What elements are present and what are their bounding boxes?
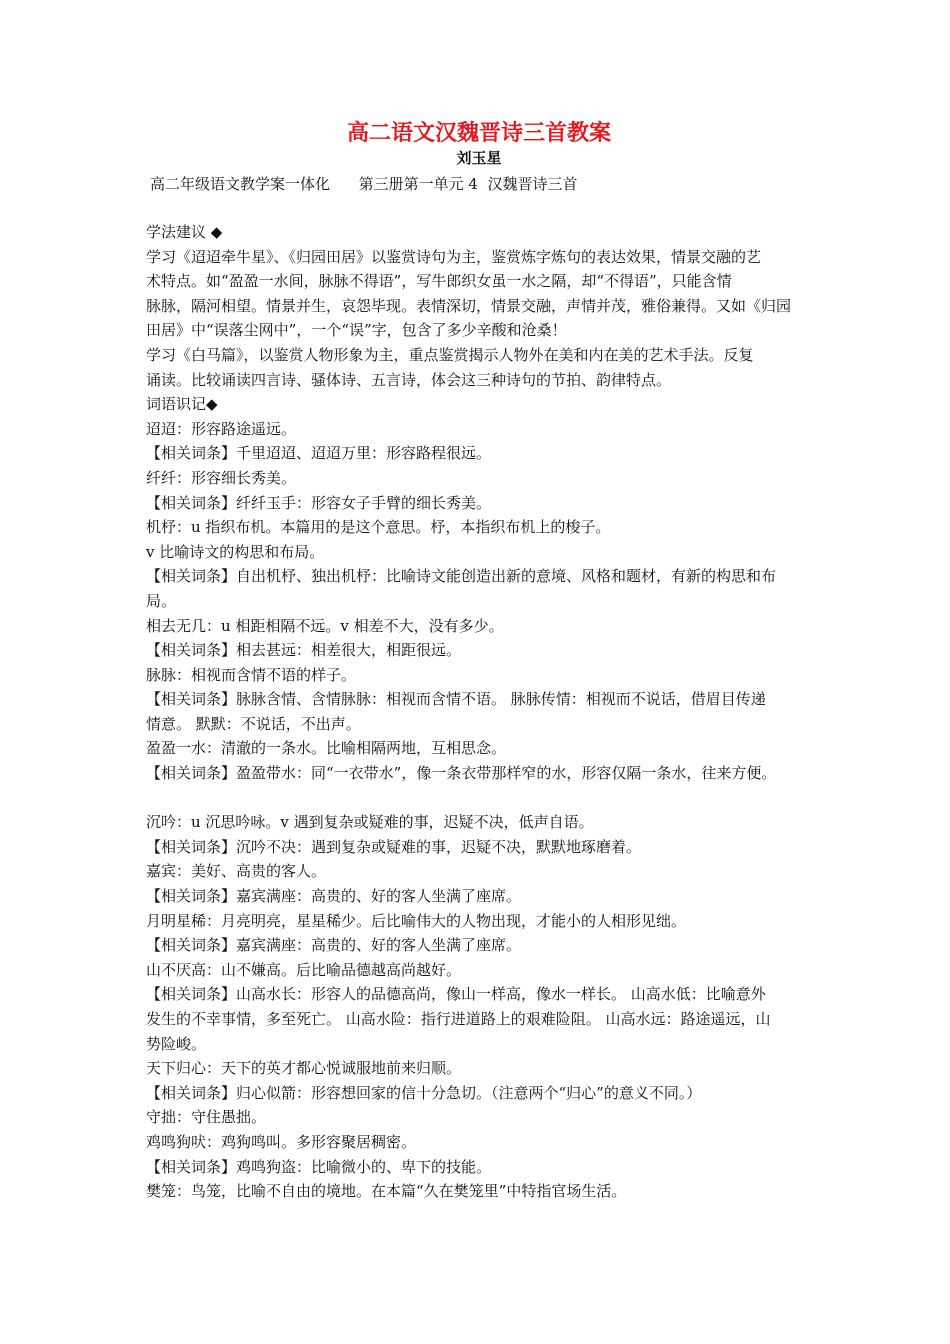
author-name: 刘玉星 <box>456 149 502 167</box>
text-line: 情意。 默默：不说话，不出声。 <box>146 714 361 733</box>
text-line: 词语识记◆ <box>146 395 218 414</box>
text-line: 天下归心：天下的英才都心悦诚服地前来归顺。 <box>146 1059 462 1078</box>
document-page <box>146 118 822 1204</box>
text-line: 学习《迢迢牵牛星》、《归园田居》以鉴赏诗句为主，鉴赏炼字炼句的表达效果，情景交融的艺 <box>146 247 762 266</box>
text-line: 【相关词条】鸡鸣狗盗：比喻微小的、卑下的技能。 <box>146 1157 492 1176</box>
text-line: 【相关词条】相去甚远：相差很大，相距很远。 <box>146 641 462 660</box>
text-line: 发生的不幸事情，多至死亡。 山高水险：指行进道路上的艰难险阻。 山高水远：路途遥远，山 <box>146 1010 771 1028</box>
text-line: 【相关词条】纤纤玉手：形容女子手臂的细长秀美。 <box>146 493 492 512</box>
text-line: 诵读。比较诵读四言诗、骚体诗、五言诗，体会这三种诗句的节拍、韵律特点。 <box>146 370 672 389</box>
text-line: 盈盈一水：清澈的一条水。比喻相隔两地，互相思念。 <box>146 739 507 758</box>
text-line: 【相关词条】脉脉含情、含情脉脉：相视而含情不语。 脉脉传情：相视而不说话，借眉目传递 <box>146 690 766 709</box>
text-line: 机杼：u 指织布机。本篇用的是这个意思。杼，本指织布机上的梭子。 <box>146 518 611 537</box>
blank-line <box>146 786 822 811</box>
text-line: 【相关词条】山高水长：形容人的品德高尚，像山一样高，像水一样长。 山高水低：比喻意外 <box>146 985 766 1004</box>
text-line: 【相关词条】归心似箭：形容想回家的信十分急切。（注意两个“归心”的意义不同。） <box>146 1083 702 1102</box>
text-line: 鸡鸣狗吠：鸡狗鸣叫。多形容聚居稠密。 <box>146 1132 417 1151</box>
text-line: 学法建议 ◆ <box>146 223 223 241</box>
document-title: 高二语文汉魏晋诗三首教案 <box>346 120 611 146</box>
text-line: 山不厌高：山不嫌高。后比喻品德越高尚越好。 <box>146 960 462 979</box>
text-line: 樊笼：鸟笼，比喻不自由的境地。在本篇“久在樊笼里”中特指官场生活。 <box>146 1182 627 1201</box>
text-line: 脉脉，隔河相望。情景并生，哀怨毕现。表情深切，情景交融，声情并茂，雅俗兼得。又如《归园 <box>146 296 792 315</box>
document-subtitle: 高二年级语文教学案一体化 第三册第一单元 4 汉魏晋诗三首 <box>150 175 578 193</box>
text-line: v 比喻诗文的构思和布局。 <box>146 542 325 561</box>
text-line: 田居》中“误落尘网中”，一个“误”字，包含了多少辛酸和沧桑！ <box>146 321 567 340</box>
text-line: 【相关词条】自出机杼、独出机杼：比喻诗文能创造出新的意境、风格和题材，有新的构思和布 <box>146 567 777 586</box>
text-line: 纤纤：形容细长秀美。 <box>146 468 297 487</box>
text-line: 【相关词条】沉吟不决：遇到复杂或疑难的事，迟疑不决，默默地琢磨着。 <box>146 837 642 856</box>
document-body <box>146 220 822 1204</box>
text-line: 【相关词条】盈盈带水：同“一衣带水”，像一条衣带那样窄的水，形容仅隔一条水，往来方便。 <box>146 764 777 783</box>
text-line: 嘉宾：美好、高贵的客人。 <box>146 862 327 881</box>
spacer <box>146 196 822 220</box>
text-line: 学习《白马篇》，以鉴赏人物形象为主，重点鉴赏揭示人物外在美和内在美的艺术手法。反复 <box>146 345 754 364</box>
text-line: 局。 <box>146 591 177 610</box>
text-line: 【相关词条】嘉宾满座：高贵的、好的客人坐满了座席。 <box>146 887 522 906</box>
text-line: 月明星稀：月亮明亮，星星稀少。后比喻伟大的人物出现，才能小的人相形见绌。 <box>146 911 687 930</box>
text-line: 【相关词条】嘉宾满座：高贵的、好的客人坐满了座席。 <box>146 936 522 955</box>
text-line: 势险峻。 <box>146 1034 207 1053</box>
text-line: 【相关词条】千里迢迢、迢迢万里：形容路程很远。 <box>146 444 492 463</box>
text-line: 脉脉：相视而含情不语的样子。 <box>146 665 357 684</box>
text-line: 相去无几：u 相距相隔不远。v 相差不大，没有多少。 <box>146 616 504 635</box>
text-line: 术特点。如“盈盈一水间，脉脉不得语”，写牛郎织女虽一水之隔，却“不得语”，只能含情 <box>146 272 732 291</box>
text-line: 迢迢：形容路途遥远。 <box>146 419 297 438</box>
text-line: 守拙：守住愚拙。 <box>146 1108 267 1127</box>
text-line: 沉吟：u 沉思吟咏。v 遇到复杂或疑难的事，迟疑不决，低声自语。 <box>146 813 594 832</box>
